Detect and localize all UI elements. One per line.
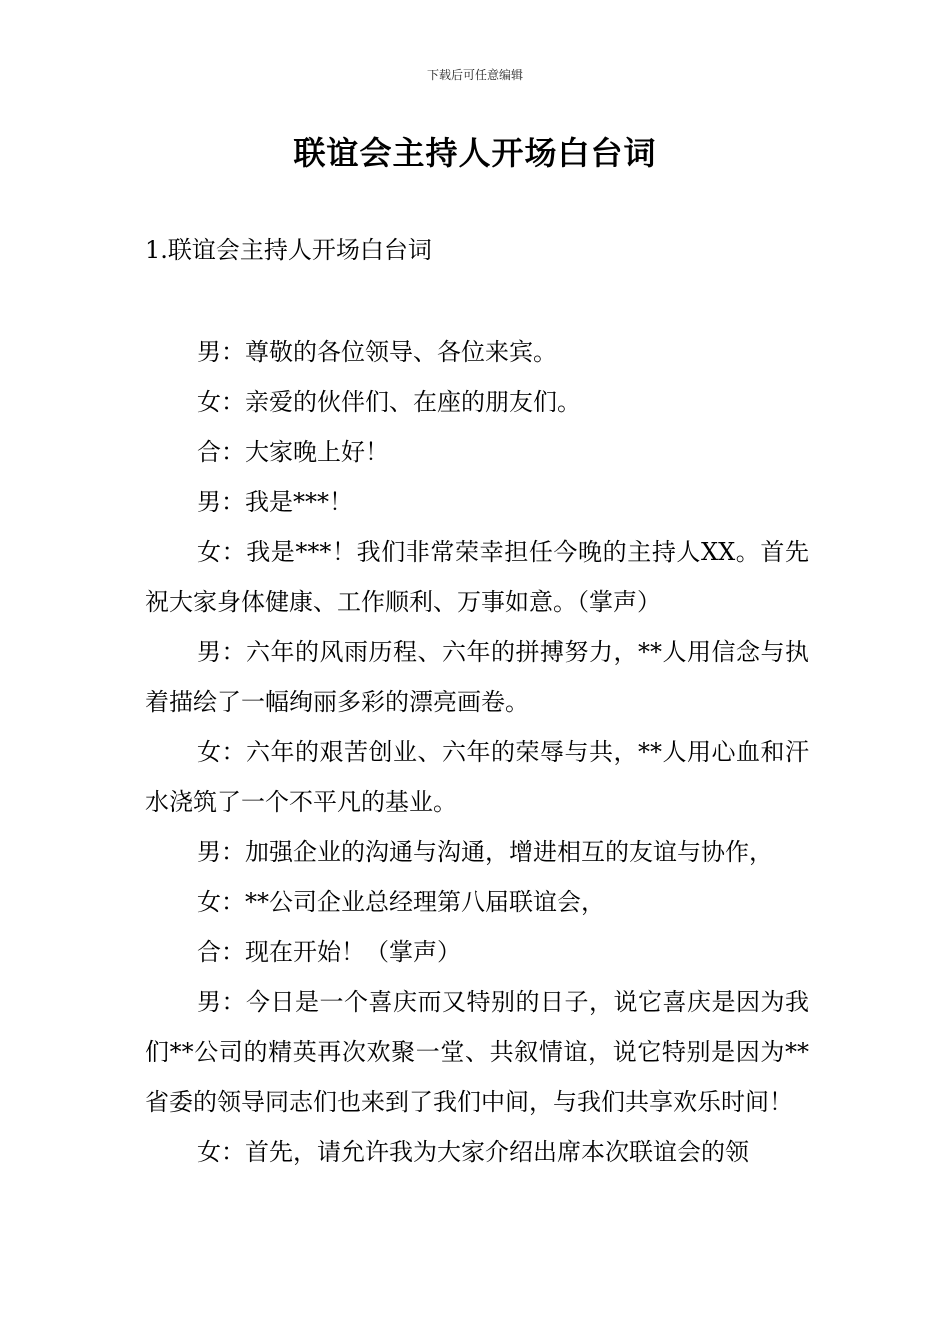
script-line: 女：首先，请允许我为大家介绍出席本次联谊会的领 [197, 1138, 749, 1166]
script-line: 女：**公司企业总经理第八届联谊会， [197, 888, 605, 916]
script-line: 合：大家晚上好！ [197, 438, 389, 466]
script-line: 女：六年的艰苦创业、六年的荣辱与共，**人用心血和汗水浇筑了一个不平凡的基业。 [145, 738, 809, 816]
script-line: 男：六年的风雨历程、六年的拼搏努力，**人用信念与执着描绘了一幅绚丽多彩的漂亮画卷。 [145, 638, 809, 716]
script-line: 男：加强企业的沟通与沟通，增进相互的友谊与协作， [197, 838, 773, 866]
script-line: 合：现在开始！（掌声） [197, 938, 461, 966]
script-line: 女：亲爱的伙伴们、在座的朋友们。 [197, 388, 581, 416]
document-body [145, 327, 809, 1177]
document-title: 联谊会主持人开场白台词 [293, 134, 657, 172]
section-heading: 1.联谊会主持人开场白台词 [145, 236, 432, 264]
script-line: 女：我是***！我们非常荣幸担任今晚的主持人XX。首先祝大家身体健康、工作顺利、万事如意。（掌声） [145, 538, 809, 616]
page-header-note: 下载后可任意编辑 [426, 68, 523, 82]
script-line: 男：我是***！ [197, 488, 353, 516]
script-line: 男：今日是一个喜庆而又特别的日子，说它喜庆是因为我们**公司的精英再次欢聚一堂、共叙情谊，说它特别是因为**省委的领导同志们也来到了我们中间，与我们共享欢乐时间！ [145, 988, 809, 1116]
script-line: 男：尊敬的各位领导、各位来宾。 [197, 338, 557, 366]
